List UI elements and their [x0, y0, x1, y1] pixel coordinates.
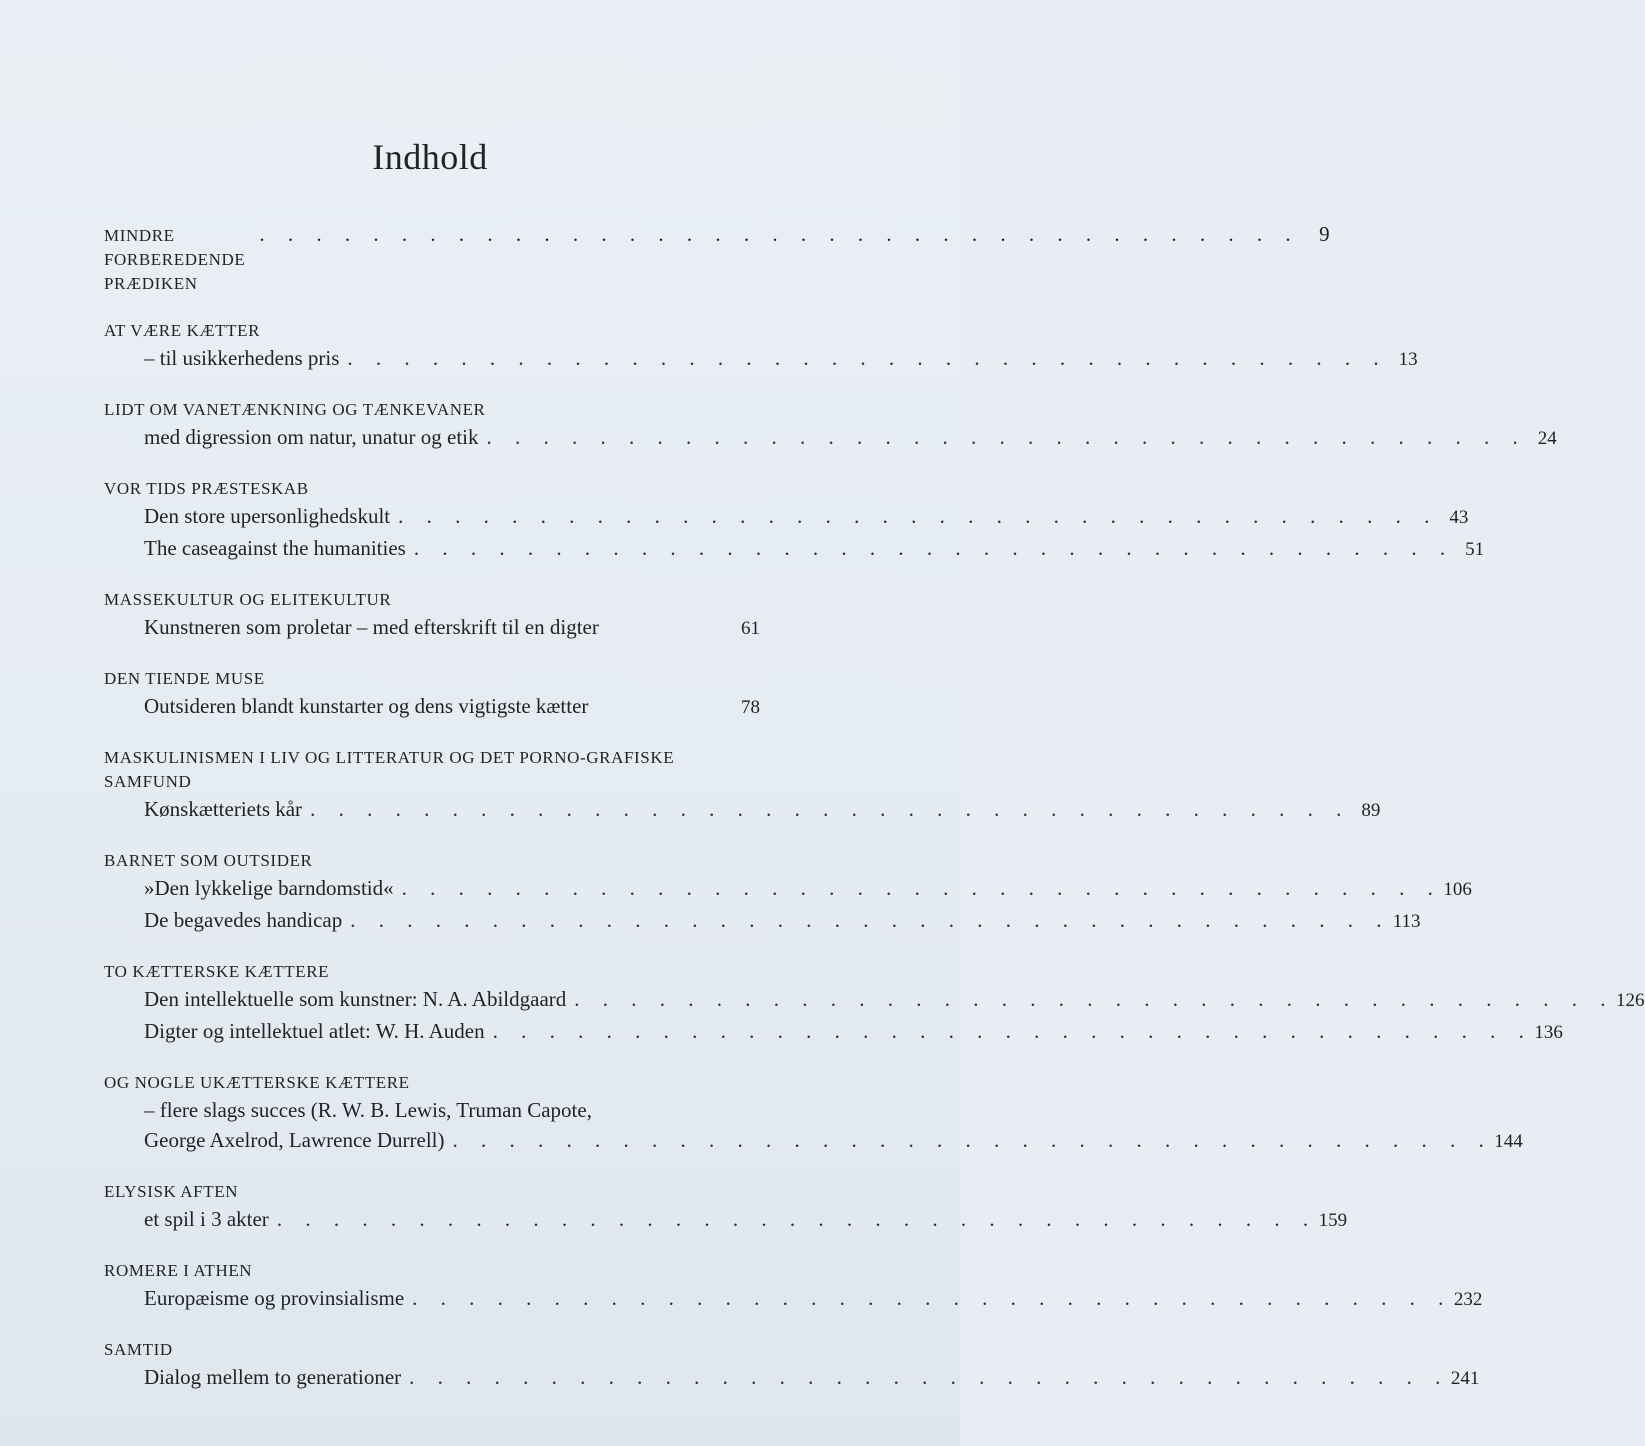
- entry-title-line-2: George Axelrod, Lawrence Durrell): [144, 1128, 445, 1152]
- page-number: 126: [1616, 990, 1645, 1011]
- leader-dots: . . . . . . . . . . . . . . . . . . . . . . . . . . . . . . . . . . . . .: [276, 1207, 1318, 1231]
- page-number: 43: [1449, 507, 1469, 528]
- page-number: 232: [1453, 1289, 1483, 1310]
- entry-title: Kunstneren som proletar – med efterskrift til en digter: [144, 615, 599, 639]
- leader-dots: . . . . . . . . . . . . . . . . . . . . . . . . . . . . . . . . . . . . .: [412, 1286, 1453, 1310]
- page-number: 136: [1534, 1022, 1563, 1043]
- toc-entry: [104, 905, 1421, 937]
- section-heading: OG NOGLE UKÆTTERSKE KÆTTERE: [104, 1073, 410, 1092]
- leader-dots: . . . . . . . . . . . . . . . . . . . . . . . . . . . . . . . . . . . . .: [492, 1019, 1533, 1043]
- toc-section: [104, 1338, 1480, 1394]
- page-number: 113: [1392, 911, 1421, 932]
- toc-section: [104, 588, 760, 644]
- entry-title: Den store upersonlighedskult: [144, 504, 391, 528]
- toc-section: [104, 849, 1472, 937]
- entry-title: – til usikkerhedens pris: [144, 346, 340, 370]
- toc-entry: [104, 1283, 1483, 1315]
- toc-section: [104, 667, 760, 723]
- leader-dots: . . . . . . . . . . . . . . . . . . . . . . . . . . . . . . . . . . . . .: [310, 797, 1351, 821]
- page-number: 144: [1494, 1131, 1523, 1152]
- entry-title: Den intellektuelle som kunstner: N. A. Abildgaard: [144, 987, 567, 1011]
- toc-section: [104, 398, 1557, 454]
- page-number: 241: [1450, 1368, 1480, 1389]
- toc-entry: [104, 691, 760, 723]
- toc-entry: [104, 794, 1381, 826]
- section-heading: SAMTID: [104, 1340, 173, 1359]
- leader-dots: . . . . . . . . . . . . . . . . . . . . . . . . . . . . . . . . . . . . .: [413, 536, 1455, 560]
- leader-dots: . . . . . . . . . . . . . . . . . . . . . . . . . . . . . . . . . . . . .: [401, 876, 1442, 900]
- toc-entry: [104, 1204, 1348, 1236]
- page-number: 78: [741, 697, 760, 718]
- page-number: 159: [1318, 1210, 1348, 1231]
- section-heading: ELYSISK AFTEN: [104, 1182, 239, 1201]
- entry-title-line-1: – flere slags succes (R. W. B. Lewis, Truman Capote,: [144, 1098, 592, 1122]
- entry-title: Kønskætteriets kår: [144, 797, 303, 821]
- entry-title: et spil i 3 akter: [144, 1207, 269, 1231]
- leader-dots: . . . . . . . . . . . . . . . . . . . . . . . . . . . . . . . . . . . . .: [347, 346, 1388, 370]
- section-heading: AT VÆRE KÆTTER: [104, 321, 261, 340]
- toc-section: [104, 746, 1381, 826]
- toc-section: [104, 222, 1330, 296]
- toc-entry: [104, 873, 1472, 905]
- entry-title: Digter og intellektuel atlet: W. H. Auden: [144, 1019, 485, 1043]
- toc-section: [104, 960, 1645, 1048]
- toc-entry: [104, 222, 1330, 296]
- section-heading: MASSEKULTUR OG ELITEKULTUR: [104, 590, 392, 609]
- toc-section: [104, 477, 1485, 565]
- page-number: 106: [1443, 879, 1472, 900]
- section-heading: LIDT OM VANETÆNKNING OG TÆNKEVANER: [104, 400, 486, 419]
- page-number: 89: [1361, 800, 1381, 821]
- toc-entry: [104, 343, 1418, 375]
- leader-dots: . . . . . . . . . . . . . . . . . . . . . . . . . . . . . . . . . . . . .: [350, 908, 1391, 932]
- toc-entry: [104, 1362, 1480, 1394]
- toc-entry: [104, 422, 1557, 454]
- leader-dots: . . . . . . . . . . . . . . . . . . . . . . . . . . . . . . . . . . . . .: [409, 1365, 1450, 1389]
- page-title: Indhold: [372, 137, 488, 177]
- toc-entry-line: [104, 1095, 760, 1125]
- toc-entry: [104, 612, 760, 644]
- page-number: 61: [741, 618, 760, 639]
- toc-entry: [104, 1016, 1563, 1048]
- toc-entry: [104, 1125, 1523, 1157]
- entry-title: The caseagainst the humanities: [144, 536, 406, 560]
- entry-title: »Den lykkelige barndomstid«: [144, 876, 394, 900]
- toc-section: [104, 1259, 1483, 1315]
- toc-section: [104, 1071, 1523, 1157]
- leader-dots: . . . . . . . . . . . . . . . . . . . . . . . . . . . . . . . . . . . . .: [452, 1128, 1493, 1152]
- entry-title: Dialog mellem to generationer: [144, 1365, 402, 1389]
- section-heading: ROMERE I ATHEN: [104, 1261, 253, 1280]
- leader-dots: . . . . . . . . . . . . . . . . . . . . . . . . . . . . . . . . . . . . .: [574, 987, 1615, 1011]
- section-heading: MASKULINISMEN I LIV OG LITTERATUR OG DET PORNO-GRAFISKE SAMFUND: [104, 748, 675, 791]
- toc-entry: [104, 984, 1645, 1016]
- toc-entry: [104, 501, 1469, 533]
- section-heading: MINDRE FORBEREDENDE PRÆDIKEN: [104, 226, 246, 293]
- section-heading: BARNET SOM OUTSIDER: [104, 851, 313, 870]
- page-number: 51: [1465, 539, 1485, 560]
- entry-title: med digression om natur, unatur og etik: [144, 425, 479, 449]
- entry-title: De begavedes handicap: [144, 908, 343, 932]
- table-of-contents: [104, 222, 1645, 1417]
- page-number: 24: [1537, 428, 1557, 449]
- leader-dots: . . . . . . . . . . . . . . . . . . . . . . . . . . . . . . . . . . . . .: [259, 222, 1300, 246]
- page-number: 9: [1319, 222, 1330, 246]
- toc-section: [104, 1180, 1348, 1236]
- section-heading: VOR TIDS PRÆSTESKAB: [104, 479, 309, 498]
- toc-entry: [104, 533, 1485, 565]
- page-number: 13: [1398, 349, 1418, 370]
- section-heading: TO KÆTTERSKE KÆTTERE: [104, 962, 330, 981]
- leader-dots: . . . . . . . . . . . . . . . . . . . . . . . . . . . . . . . . . . . . .: [486, 425, 1527, 449]
- section-heading: DEN TIENDE MUSE: [104, 669, 265, 688]
- entry-title: Europæisme og provinsialisme: [144, 1286, 405, 1310]
- leader-dots: . . . . . . . . . . . . . . . . . . . . . . . . . . . . . . . . . . . . .: [398, 504, 1439, 528]
- entry-title: Outsideren blandt kunstarter og dens vigtigste kætter: [144, 694, 589, 718]
- toc-section: [104, 319, 1418, 375]
